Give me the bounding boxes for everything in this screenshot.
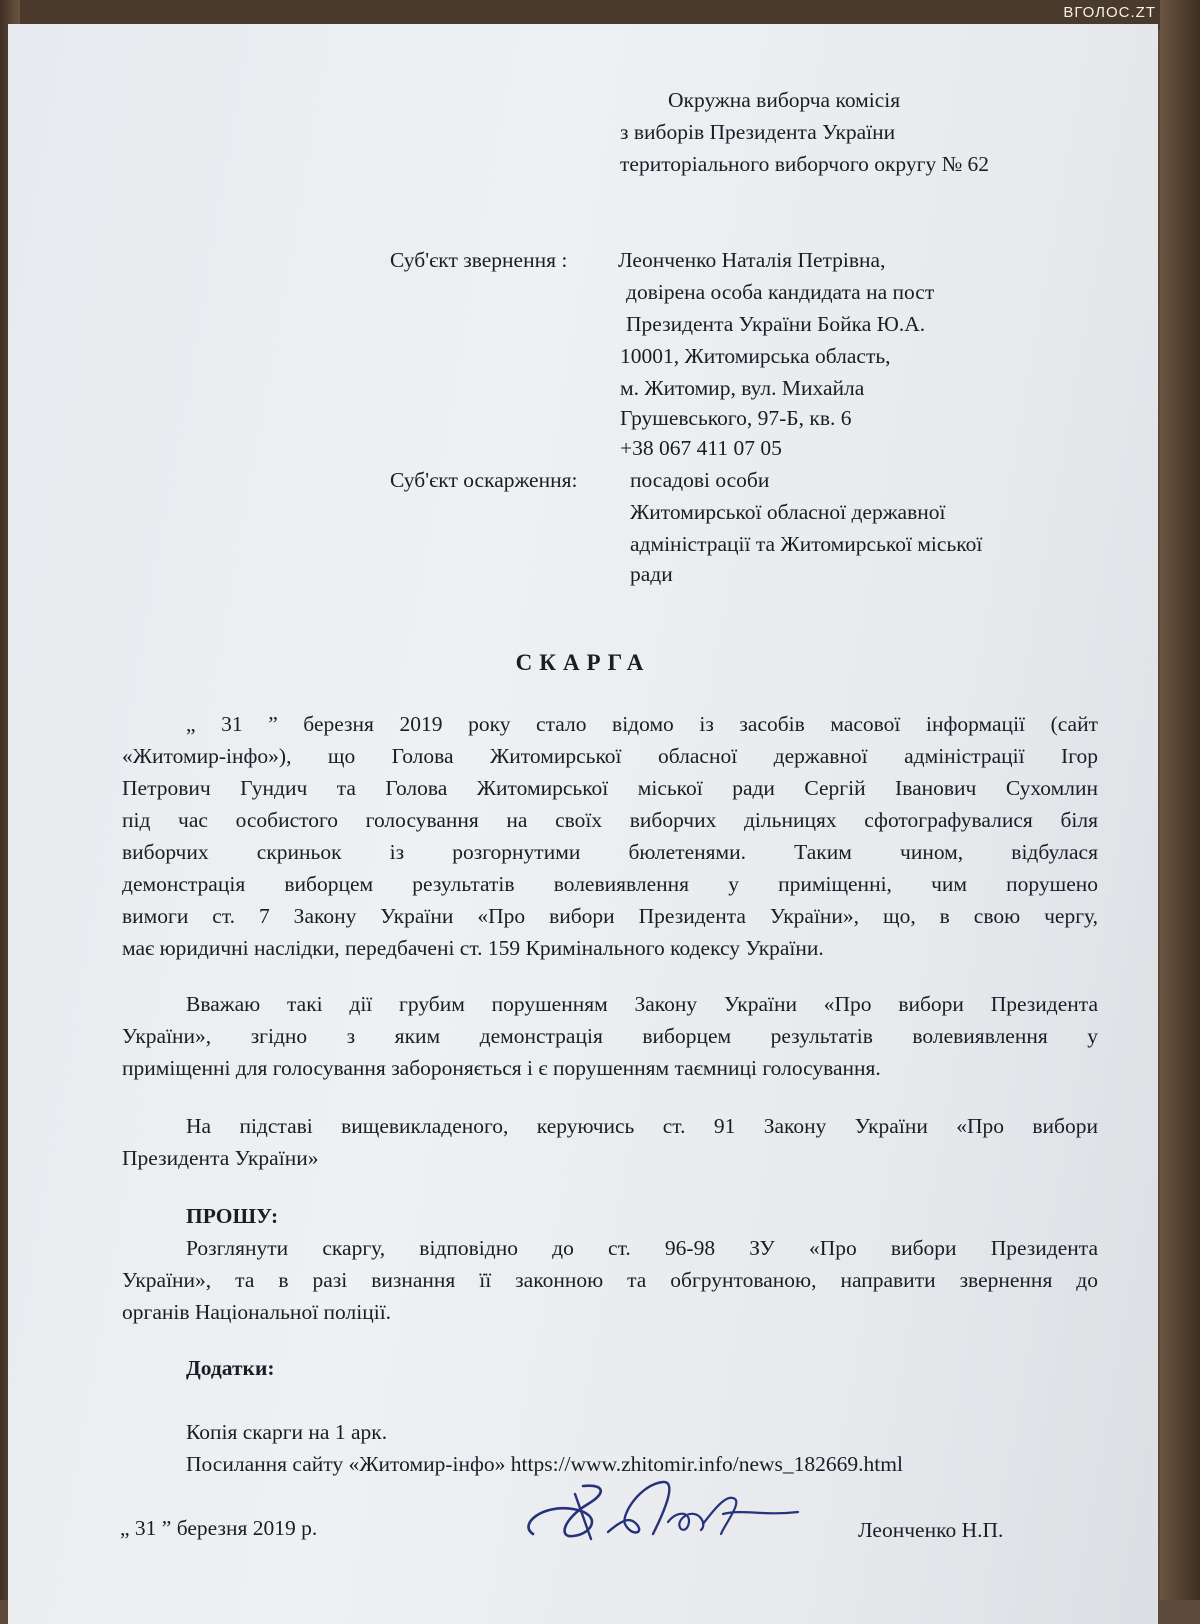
appellant-line: Президента України Бойка Ю.А. bbox=[626, 312, 926, 336]
paragraph-2-line: Вважаю такі дії грубим порушенням Закону України «Про вибори Президента bbox=[186, 992, 1098, 1016]
request-line: України», та в разі визнання її законною та обгрунтованою, направити звернення до bbox=[122, 1268, 1098, 1292]
appellant-label: Суб'єкт звернення : bbox=[390, 248, 568, 272]
background-right bbox=[1160, 0, 1200, 1600]
footer-date: „ 31 ” березня 2019 р. bbox=[120, 1516, 318, 1540]
paragraph-2-line: України», згідно з яким демонстрація виборцем результатів волевиявлення у bbox=[122, 1024, 1098, 1048]
paragraph-1-line: демонстрація виборцем результатів волевиявлення у приміщенні, чим порушено bbox=[122, 872, 1098, 896]
respondent-line: посадові особи bbox=[630, 468, 770, 492]
document-title: СКАРГА bbox=[515, 650, 651, 675]
addressee-line-1: Окружна виборча комісія bbox=[668, 88, 901, 112]
paragraph-1-line: „ 31 ” березня 2019 року стало відомо із засобів масової інформації (сайт bbox=[186, 712, 1098, 736]
respondent-line: Житомирської обласної державної bbox=[630, 500, 946, 524]
request-heading: ПРОШУ: bbox=[186, 1204, 279, 1228]
paragraph-1-line: вимоги ст. 7 Закону України «Про вибори Президента України», що, в свою чергу, bbox=[122, 904, 1098, 928]
addressee-line-3: територіального виборчого округу № 62 bbox=[620, 152, 989, 176]
appellant-line: Грушевського, 97-Б, кв. 6 bbox=[620, 406, 852, 430]
paragraph-1-line: «Житомир-інфо»), що Голова Житомирської обласної державної адміністрації Ігор bbox=[122, 744, 1098, 768]
respondent-line: адміністрації та Житомирської міської bbox=[630, 532, 983, 556]
paragraph-2-line: приміщенні для голосування забороняється і є порушенням таємниці голосування. bbox=[122, 1056, 881, 1080]
document-page bbox=[8, 24, 1158, 1624]
appellant-phone: +38 067 411 07 05 bbox=[620, 436, 782, 460]
attachment-item: Посилання сайту «Житомир-інфо» https://www.zhitomir.info/news_182669.html bbox=[186, 1452, 903, 1476]
appellant-line: 10001, Житомирська область, bbox=[620, 344, 891, 368]
attachments-heading: Додатки: bbox=[186, 1356, 275, 1380]
paragraph-1-line: під час особистого голосування на своїх виборчих дільницях сфотографувалися біля bbox=[122, 808, 1098, 832]
appellant-line: м. Житомир, вул. Михайла bbox=[620, 376, 865, 400]
appellant-line: довірена особа кандидата на пост bbox=[626, 280, 935, 304]
appellant-line: Леонченко Наталія Петрівна, bbox=[618, 248, 886, 272]
request-line: Розглянути скаргу, відповідно до ст. 96-98 ЗУ «Про вибори Президента bbox=[186, 1236, 1098, 1260]
attachment-item: Копія скарги на 1 арк. bbox=[186, 1420, 388, 1444]
site-watermark: ВГОЛОС.ZT bbox=[1063, 4, 1156, 21]
request-line: органів Національної поліції. bbox=[122, 1300, 392, 1324]
addressee-line-2: з виборів Президента України bbox=[620, 120, 896, 144]
paragraph-1-line: має юридичні наслідки, передбачені ст. 159 Кримінального кодексу України. bbox=[122, 936, 824, 960]
respondent-line: ради bbox=[630, 562, 673, 586]
paragraph-3-line: Президента України» bbox=[122, 1146, 319, 1170]
footer-name: Леонченко Н.П. bbox=[858, 1518, 1004, 1542]
respondent-label: Суб'єкт оскарження: bbox=[390, 468, 578, 492]
paragraph-1-line: виборчих скриньок із розгорнутими бюлетенями. Таким чином, відбулася bbox=[122, 840, 1098, 864]
paragraph-1-line: Петрович Гундич та Голова Житомирської міської ради Сергій Іванович Сухомлин bbox=[122, 776, 1098, 800]
handwritten-signature bbox=[513, 1464, 803, 1554]
paragraph-3-line: На підставі вищевикладеного, керуючись ст. 91 Закону України «Про вибори bbox=[186, 1114, 1098, 1138]
